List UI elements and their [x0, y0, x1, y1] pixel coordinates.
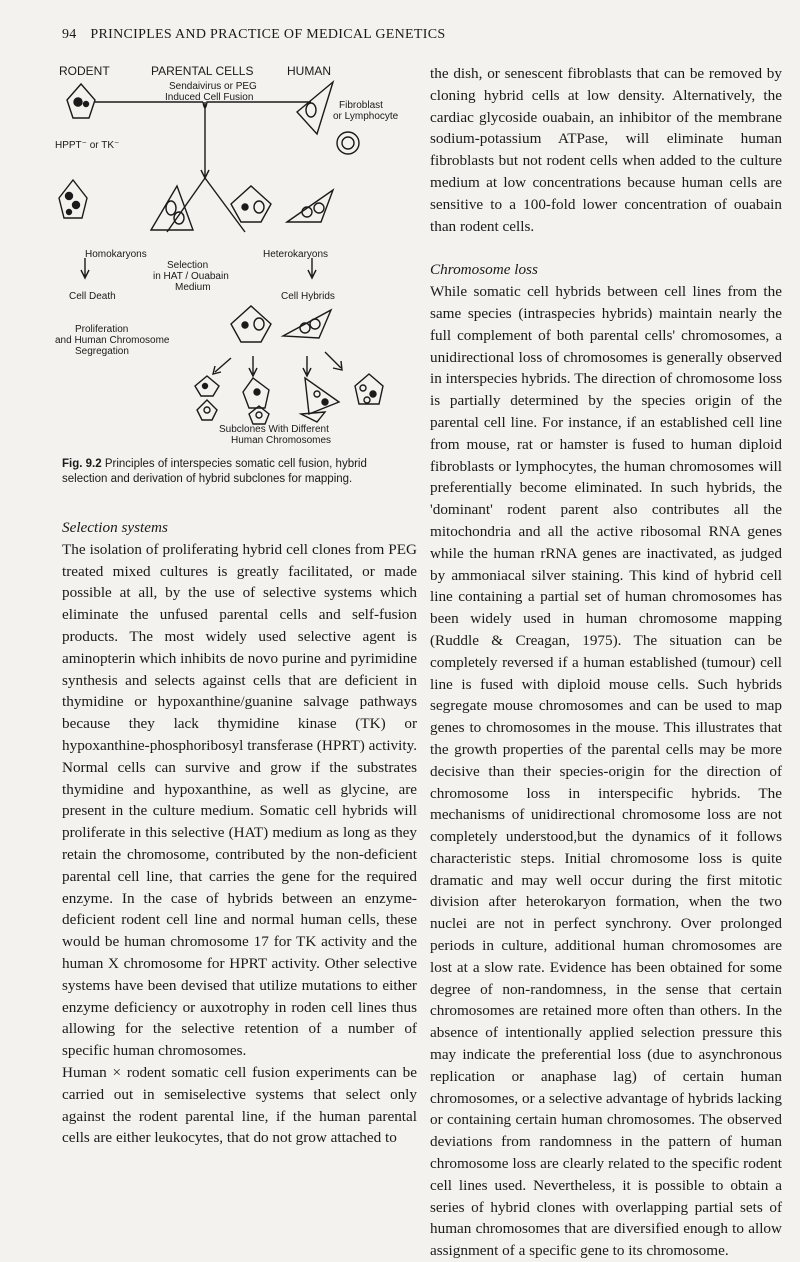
label-subclones-1: Subclones With Different	[219, 424, 329, 435]
homokaryon-rodent-icon	[59, 180, 87, 218]
paragraph-selection-1: The isolation of proliferating hybrid cell clones from PEG treated mixed cultures is greatly facilitated, or made possible at all, by the use of selective systems which eliminate the unfused parental cells and self-fusion products. The most widely used selective agent is aminopterin which inhibits de novo purine and pyrimidine synthesis and selects against cells that are deficient in thymidine or hypoxanthine/guanine salvage pathways because they lack thymidine kinase (TK) or hypoxanthine-phosphoribosyl transferase (HPRT) activity. Normal cells can survive and grow if the substrates thymidine and hypoxanthine, as well as glycine, are present in the culture medium. Somatic cell hybrids will proliferate in this selective (HAT) medium as long as they retain the chromosome, contributed by the non-deficient parental cell line, that carries the gene for the required enzyme. In the case of hybrids between an enzyme-deficient rodent cell line and normal human cells, these would be human chromosome 17 for TK activity and the human X chromosome for HPRT activity. Other selective systems have been devised that utilize mutations to either enzyme deficiency or auxotrophy in roden cell lines thus allowing for the selective retention of a number of specific human chromosomes.	[62, 540, 417, 1060]
label-fibroblast-2: or Lymphocyte	[333, 111, 399, 122]
label-fibroblast-1: Fibroblast	[339, 100, 383, 111]
arrow-cell-death	[81, 258, 89, 278]
paragraph-chromosome-loss: While somatic cell hybrids between cell lines from the same species (intraspecies hybrids) maintain nearly the full complement of both parental cells' chromosomes, a unidirectional loss of chromosomes is generally observed in interspecies hybrids. The direction of chromosome loss is partially determined by the species origin of the parental cell line. For instance, if an established cell line from mouse, rat or hamster is fused to human diploid fibroblasts or lymphocytes, the human chromosomes will preferentially become eliminated. In such hybrids, the 'dominant' rodent parent also contributes all the mitochondria and all the active ribosomal RNA genes while the human rRNA genes are inactivated, as judged by ammoniacal silver staining. This kind of hybrid cell line containing a partial set of human chromosomes has been widely used in human chromosome mapping (Ruddle & Creagan, 1975). The situation can be completely reversed if a human established (tumour) cell line is fused with diploid mouse cells. Such hybrids segregate mouse chromosomes and can be used to map genes to chromosomes in the mouse. This illustrates that the growth properties of the parental cells may be more decisive than their species-origin for the direction of chromosome loss in interspecific hybrids. The mechanisms of unidirectional chromosome loss are not completely understood,but the dynamics of it follows characteristic steps. Initial chromosome loss is quite dramatic and may well occur during the first mitotic division after heterokaryon formation, when the two nuclei are not in perfect synchrony. Over prolonged periods in culture, additional human chromosomes are lost at a slow rate. Evidence has been obtained for some degree of non-randomness, in the sense that certain chromosomes are retained more often than others. In the absence of intentionally applied selection pressure this may indicate the preferential loss (due to asynchronous replication or anaphase lag) of certain human chromosomes, or a selective advantage of hybrids lacking or containing certain human chromosomes. The observed deviations from randomness in the pattern of human chromosome loss are clearly related to the specific rodent cell lines used. Nevertheless, it is possible to obtain a series of hybrid clones with overlapping partial sets of human chromosomes that are diversified enough to allow assignment of a specific gene to its chromosome.	[430, 283, 782, 1260]
label-parental-cells: PARENTAL CELLS	[151, 64, 254, 78]
label-sendai-2: Induced Cell Fusion	[165, 92, 254, 103]
running-title: PRINCIPLES AND PRACTICE OF MEDICAL GENETICS	[90, 27, 446, 42]
subclone-icon-1	[195, 376, 219, 420]
cell-hybrid-icon-1	[231, 306, 271, 342]
label-sendai-1: Sendaivirus or PEG	[169, 81, 257, 92]
label-rodent: RODENT	[59, 64, 110, 78]
heterokaryon-icon	[231, 186, 271, 222]
label-cell-hybrids: Cell Hybrids	[281, 291, 335, 302]
lymphocyte-icon	[337, 132, 359, 154]
cell-hybrid-icon-2	[283, 310, 331, 338]
label-homokaryons: Homokaryons	[85, 249, 147, 260]
figure-cell-fusion	[55, 62, 415, 452]
right-column	[430, 63, 782, 1262]
figure-caption	[62, 457, 412, 487]
paragraph-ouabain: the dish, or senescent fibroblasts that can be removed by cloning hybrid cells at low density. Alternatively, the cardiac glycoside ouabain, an inhibitor of the membrane sodium-potassium ATPase, will eliminate human fibroblasts but not rodent cells when added to the culture medium at low concentrations because human cells are sensitive to a 100-fold lower concentration of ouabain than rodent cells.	[430, 65, 782, 235]
label-proliferation-3: Segregation	[75, 346, 129, 357]
arrow-subclone-2	[249, 356, 257, 376]
subclone-icon-2	[243, 378, 269, 424]
label-heterokaryons: Heterokaryons	[263, 249, 329, 260]
label-selection-3: Medium	[175, 282, 211, 293]
page-number: 94	[62, 27, 77, 42]
caption-text: Principles of interspecies somatic cell fusion, hybrid selection and derivation of hybrid subclones for mapping.	[62, 458, 367, 485]
heterokaryon-fibroblast-icon	[287, 190, 333, 222]
arrow-cell-hybrids	[308, 258, 316, 278]
label-hpprt: HPPT⁻ or TK⁻	[55, 140, 120, 151]
human-fibroblast-icon	[297, 82, 333, 134]
label-selection-1: Selection	[167, 260, 209, 271]
homokaryon-human-icon	[151, 186, 193, 230]
label-proliferation-2: and Human Chromosome	[55, 335, 170, 346]
subclone-icon-4	[355, 374, 383, 404]
arrow-subclone-4	[325, 352, 342, 370]
heading-selection-systems: Selection systems	[62, 519, 168, 536]
running-head	[62, 27, 445, 43]
label-proliferation-1: Proliferation	[75, 324, 129, 335]
subclone-icon-3	[301, 378, 339, 422]
arrow-subclone-1	[213, 358, 231, 374]
caption-label: Fig. 9.2	[62, 458, 102, 470]
label-human: HUMAN	[287, 64, 331, 78]
label-subclones-2: Human Chromosomes	[231, 435, 332, 446]
left-column	[62, 517, 417, 1149]
paragraph-selection-2: Human × rodent somatic cell fusion experiments can be carried out in semiselective systems that select only against the rodent parental line, if the human parental cells are either leukocytes, that do not grow attached to	[62, 1063, 417, 1147]
rodent-cell-icon	[67, 84, 95, 118]
label-cell-death: Cell Death	[69, 291, 116, 302]
arrow-subclone-3	[303, 356, 311, 376]
label-selection-2: in HAT / Ouabain	[153, 271, 229, 282]
heading-chromosome-loss: Chromosome loss	[430, 261, 538, 279]
fusion-line	[95, 102, 311, 172]
